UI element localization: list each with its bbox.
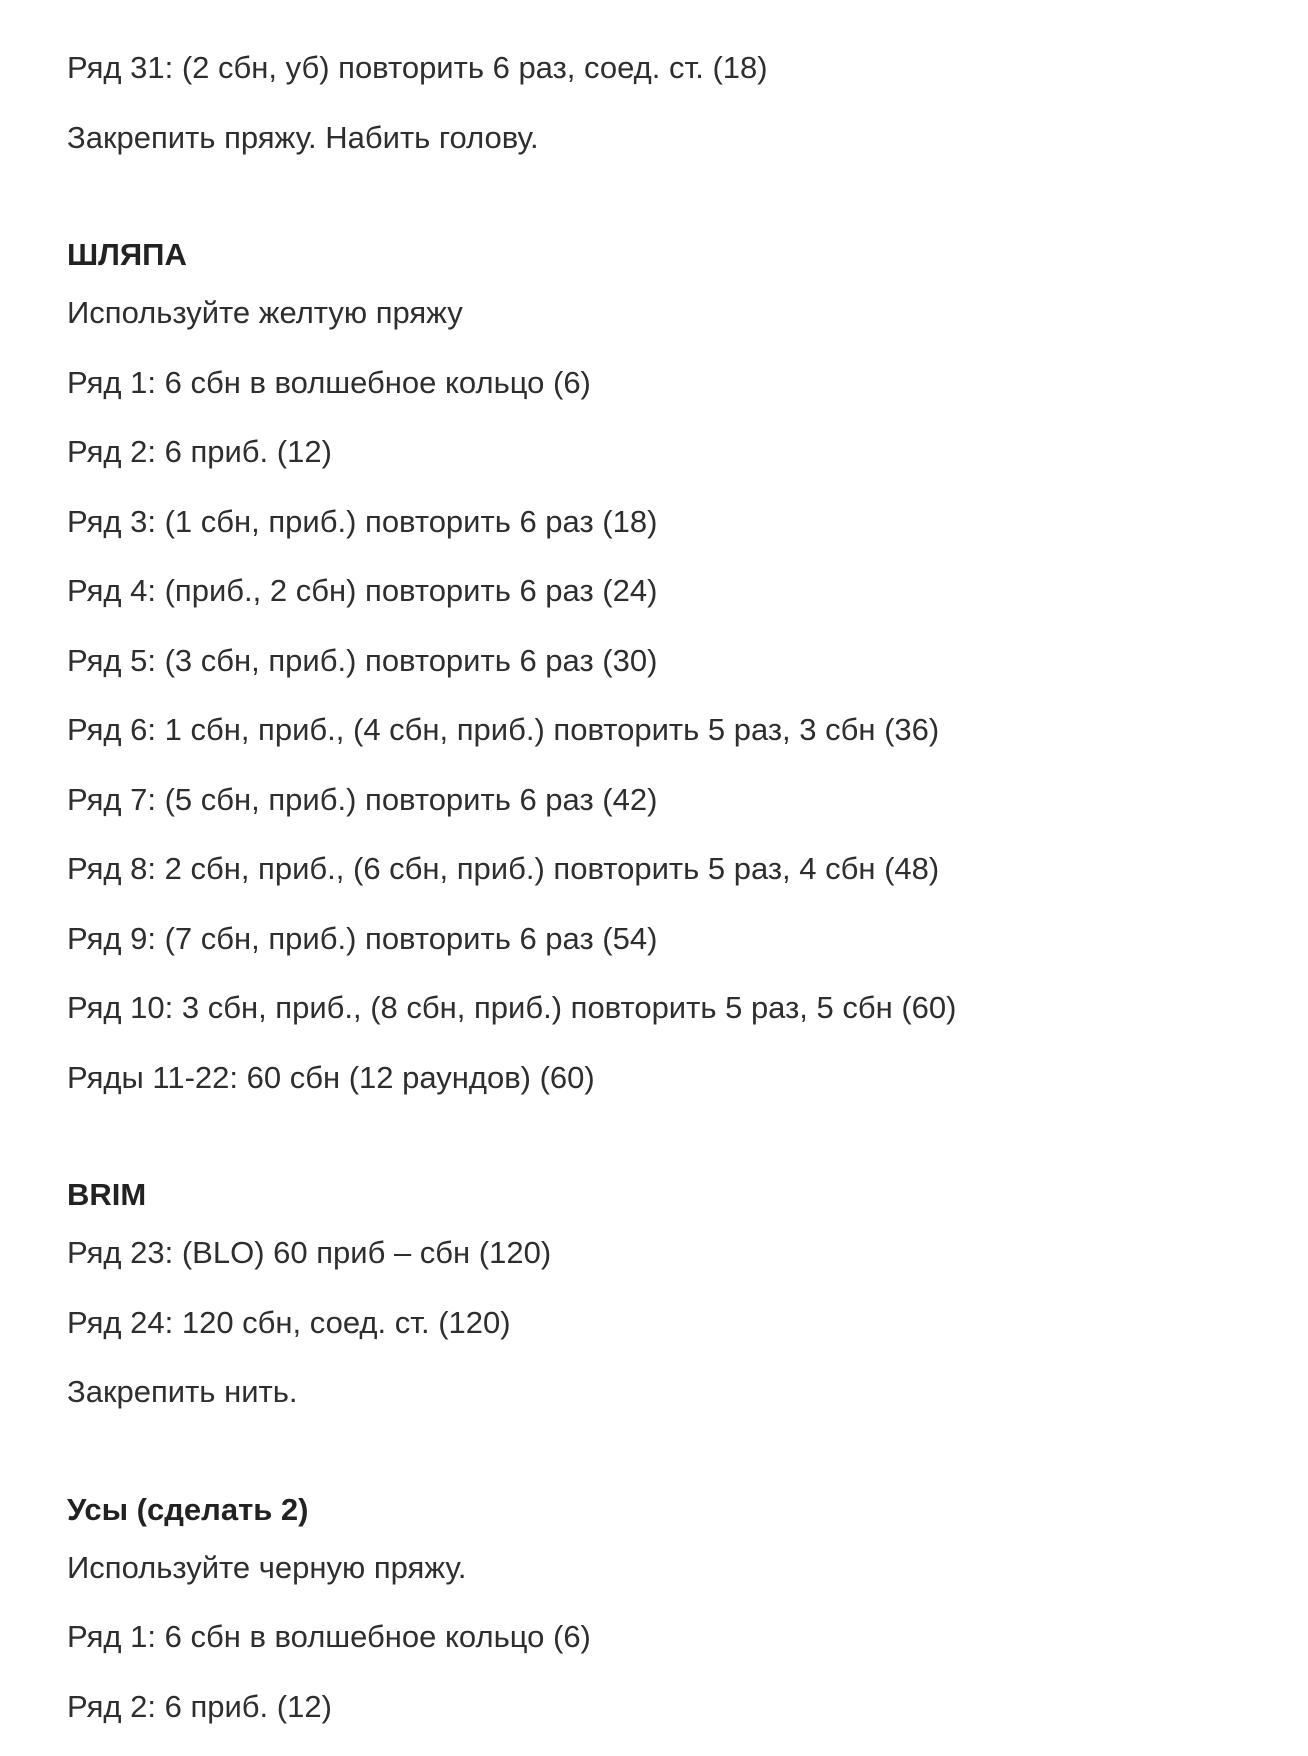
- section-head-finish: [67, 48, 1267, 158]
- instruction-line: Используйте желтую пряжу: [67, 295, 463, 330]
- section-hat: [67, 235, 1267, 1098]
- instruction-line: Ряд 23: (BLO) 60 приб – сбн (120): [67, 1235, 552, 1270]
- instruction-line: Ряд 5: (3 сбн, приб.) повторить 6 раз (30): [67, 642, 658, 678]
- section-heading: Усы (сделать 2): [67, 1491, 309, 1527]
- section-brim: [67, 1175, 1267, 1412]
- instruction-line: Ряд 7: (5 сбн, приб.) повторить 6 раз (42): [67, 781, 658, 817]
- instruction-line: Ряд 24: 120 сбн, соед. ст. (120): [67, 1304, 511, 1340]
- section-heading: BRIM: [67, 1177, 147, 1212]
- section-whiskers: [67, 1490, 1267, 1727]
- instruction-line: Ряд 8: 2 сбн, приб., (6 сбн, приб.) повторить 5 раз, 4 сбн (48): [67, 851, 940, 886]
- instruction-line: Ряд 10: 3 сбн, приб., (8 сбн, приб.) повторить 5 раз, 5 сбн (60): [67, 990, 957, 1025]
- instruction-line: Ряд 4: (приб., 2 сбн) повторить 6 раз (24): [67, 573, 658, 608]
- instruction-line: Ряды 11-22: 60 сбн (12 раундов) (60): [67, 1059, 595, 1095]
- instruction-line: Ряд 3: (1 сбн, приб.) повторить 6 раз (18): [67, 503, 658, 539]
- instruction-line: Закрепить пряжу. Набить голову.: [67, 119, 539, 155]
- instruction-line: Ряд 31: (2 сбн, уб) повторить 6 раз, соед. ст. (18): [67, 50, 768, 85]
- instruction-line: Используйте черную пряжу.: [67, 1549, 467, 1585]
- instruction-line: Ряд 1: 6 сбн в волшебное кольцо (6): [67, 1619, 591, 1654]
- section-heading: ШЛЯПА: [67, 237, 187, 272]
- instruction-line: Ряд 9: (7 сбн, приб.) повторить 6 раз (54): [67, 920, 658, 956]
- instruction-line: Ряд 1: 6 сбн в волшебное кольцо (6): [67, 364, 591, 400]
- instruction-line: Ряд 6: 1 сбн, приб., (4 сбн, приб.) повторить 5 раз, 3 сбн (36): [67, 712, 940, 747]
- instruction-line: Ряд 2: 6 приб. (12): [67, 1688, 332, 1724]
- instruction-line: Ряд 2: 6 приб. (12): [67, 434, 332, 469]
- document-body: [67, 48, 1267, 1756]
- instruction-line: Закрепить нить.: [67, 1374, 298, 1409]
